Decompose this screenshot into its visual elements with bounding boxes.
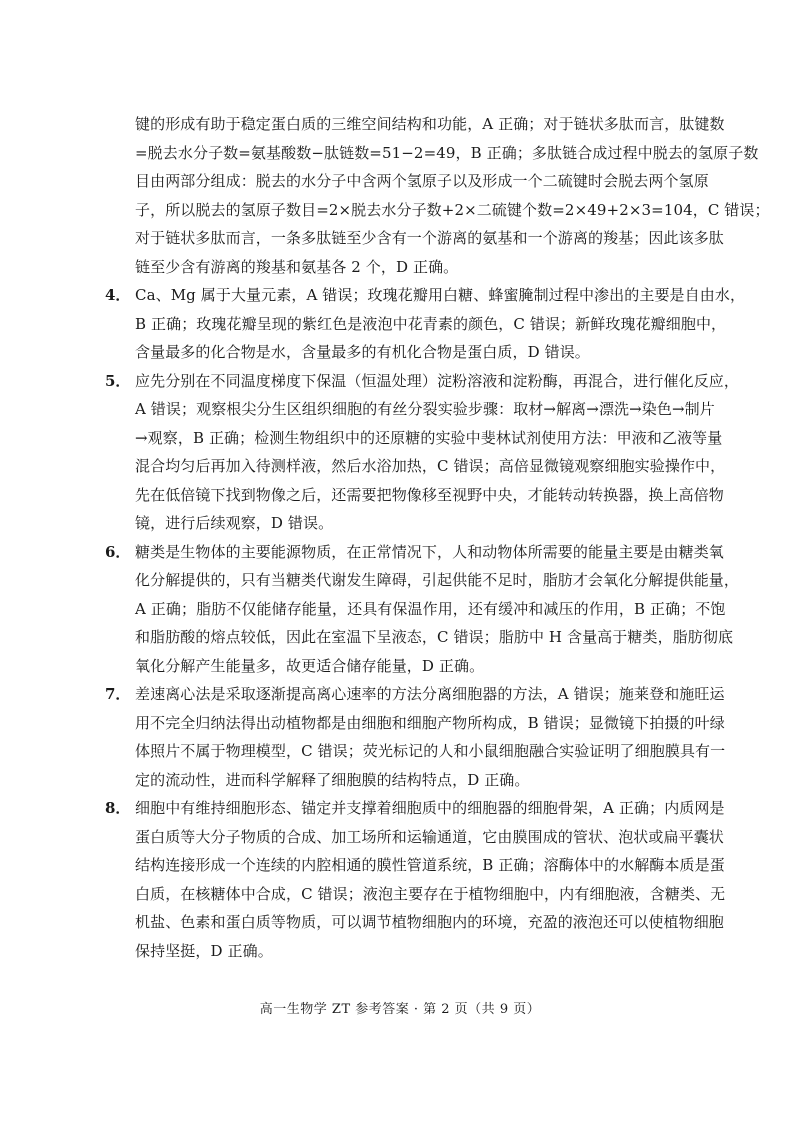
item-number: 5． [105, 371, 131, 390]
answer-item-7 [105, 680, 726, 794]
text-line: 化分解提供的，只有当糖类代谢发生障碍，引起供能不足时，脂肪才会氧化分解提供能量， [135, 571, 740, 589]
text-line: 保持坚挺，D 正确。 [135, 941, 273, 960]
text-line: 键的形成有助于稳定蛋白质的三维空间结构和功能，A 正确；对于链状多肽而言，肽键数 [135, 115, 725, 133]
text-line: 体照片不属于物理模型，C 错误；荧光标记的人和小鼠细胞融合实验证明了细胞膜具有一 [135, 742, 726, 760]
text-line: 和脂肪酸的熔点较低，因此在室温下呈液态，C 错误；脂肪中 H 含量高于糖类，脂肪彻底 [135, 628, 734, 646]
text-line: B 正确；玫瑰花瓣呈现的紫红色是液泡中花青素的颜色，C 错误；新鲜玫瑰花瓣细胞中， [135, 314, 727, 333]
text-line: Ca、Mg 属于大量元素，A 错误；玫瑰花瓣用白糖、蜂蜜腌制过程中渗出的主要是自由水， [135, 286, 746, 304]
text-line: 混合均匀后再加入待测样液，然后水浴加热，C 错误；高倍显微镜观察细胞实验操作中， [135, 457, 726, 475]
answer-item-6 [105, 538, 740, 681]
text-line: 子，所以脱去的氢原子数目=2×脱去水分子数+2×二硫键个数=2×49+2×3=104，C 错误； [135, 200, 770, 219]
text-line: 先在低倍镜下找到物像之后，还需要把物像移至视野中央，才能转动转换器，换上高倍物 [135, 485, 724, 504]
text-line: →观察，B 正确；检测生物组织中的还原糖的实验中斐林试剂使用方法：甲液和乙液等量 [135, 428, 723, 447]
answer-text-block [105, 110, 770, 965]
text-line: 差速离心法是采取逐渐提高离心速率的方法分离细胞器的方法，A 错误；施莱登和施旺运 [135, 685, 725, 703]
answer-item-5 [105, 367, 740, 538]
text-line: 糖类是生物体的主要能源物质，在正常情况下，人和动物体所需要的能量主要是由糖类氧 [135, 542, 724, 561]
answer-item-8 [105, 794, 726, 965]
text-line: 白质，在核糖体中合成，C 错误；液泡主要存在于植物细胞中，内有细胞液，含糖类、无 [135, 884, 726, 903]
text-line: 机盐、色素和蛋白质等物质，可以调节植物细胞内的环境，充盈的液泡还可以使植物细胞 [135, 913, 724, 931]
text-line: 用不完全归纳法得出动植物都是由细胞和细胞产物所构成，B 错误；显微镜下拍摄的叶绿 [135, 713, 725, 732]
item-3-continuation [105, 110, 770, 281]
text-line: 定的流动性，进而科学解释了细胞膜的结构特点，D 正确。 [135, 770, 530, 789]
text-line: 细胞中有维持细胞形态、锚定并支撑着细胞质中的细胞器的细胞骨架，A 正确；内质网是 [135, 799, 725, 817]
item-number: 6． [105, 542, 131, 561]
text-line: 目由两部分组成：脱去的水分子中含两个氢原子以及形成一个二硫键时会脱去两个氢原 [135, 172, 709, 190]
item-number: 8． [105, 799, 131, 817]
text-line: =脱去水分子数=氨基酸数−肽链数=51−2=49，B 正确；多肽链合成过程中脱去的氢原子数 [135, 143, 759, 162]
text-line: 蛋白质等大分子物质的合成、加工场所和运输通道，它由膜围成的管状、泡状或扁平囊状 [135, 827, 724, 846]
item-number: 4． [105, 286, 131, 304]
text-line: 对于链状多肽而言，一条多肽链至少含有一个游离的氨基和一个游离的羧基；因此该多肽 [135, 229, 724, 247]
text-line: A 错误；观察根尖分生区组织细胞的有丝分裂实验步骤：取材→解离→漂洗→染色→制片 [135, 400, 715, 418]
text-line: 结构连接形成一个连续的内腔相通的膜性管道系统，B 正确；溶酶体中的水解酶本质是蛋 [135, 856, 725, 874]
answer-item-4 [105, 281, 746, 367]
page-footer: 高一生物学 ZT 参考答案 · 第 2 页（共 9 页） [259, 1002, 541, 1017]
text-line: 含量最多的化合物是水，含量最多的有机化合物是蛋白质，D 错误。 [135, 343, 590, 361]
text-line: A 正确；脂肪不仅能储存能量，还具有保温作用，还有缓冲和减压的作用，B 正确；不饱 [135, 599, 726, 618]
text-line: 镜，进行后续观察，D 错误。 [135, 514, 334, 532]
item-number: 7． [105, 685, 131, 703]
text-line: 氧化分解产生能量多，故更适合储存能量，D 正确。 [135, 656, 485, 675]
text-line: 链至少含有游离的羧基和氨基各 2 个，D 正确。 [135, 257, 459, 276]
text-line: 应先分别在不同温度梯度下保温（恒温处理）淀粉溶液和淀粉酶，再混合，进行催化反应， [135, 371, 740, 390]
